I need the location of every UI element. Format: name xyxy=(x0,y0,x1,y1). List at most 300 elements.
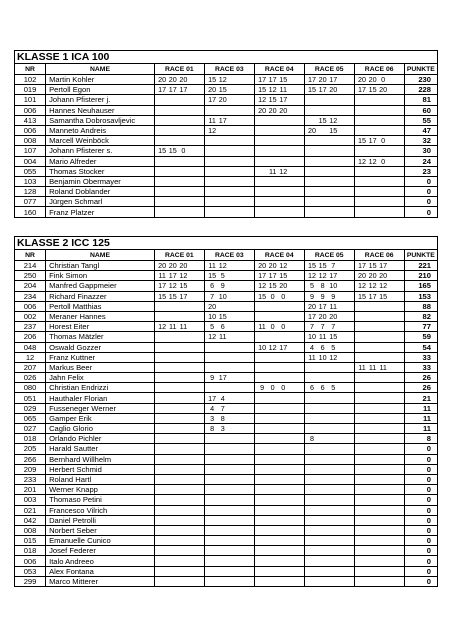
race-result xyxy=(304,576,354,586)
race-result xyxy=(204,464,254,474)
heat-score: 12 xyxy=(329,115,338,125)
rider-name: Emanuelle Cunico xyxy=(46,536,155,546)
heat-score: 11 xyxy=(318,332,327,342)
results-table xyxy=(14,63,438,218)
heat-score: 15 xyxy=(258,291,267,301)
race-result xyxy=(254,311,304,321)
race-result xyxy=(304,197,354,207)
rider-number: 018 xyxy=(15,434,46,444)
heat-score: 5 xyxy=(331,342,336,352)
race-result xyxy=(154,95,204,105)
race-result xyxy=(254,125,304,135)
race-result xyxy=(354,75,404,85)
rider-points: 0 xyxy=(404,536,437,546)
race-result xyxy=(354,311,404,321)
race-result xyxy=(204,156,254,166)
rider-name: Meraner Hannes xyxy=(46,311,155,321)
race-result xyxy=(154,403,204,413)
rider-points: 0 xyxy=(404,464,437,474)
race-result xyxy=(254,176,304,186)
heat-score: 17 xyxy=(168,85,177,95)
table-row xyxy=(15,362,438,372)
heat-score: 15 xyxy=(208,75,217,85)
table-row xyxy=(15,525,438,535)
race-result xyxy=(154,474,204,484)
rider-name: Roland Doblander xyxy=(46,187,155,197)
heat-score: 17 xyxy=(158,281,167,291)
race-result xyxy=(254,115,304,125)
heat-score: 12 xyxy=(168,281,177,291)
rider-points: 21 xyxy=(404,393,437,403)
race-result xyxy=(254,444,304,454)
heat-score: 0 xyxy=(281,322,286,332)
race-result xyxy=(304,505,354,515)
rider-number: 128 xyxy=(15,187,46,197)
rider-name: Manneto Andreis xyxy=(46,125,155,135)
race-result xyxy=(254,515,304,525)
heat-score: 17 xyxy=(208,95,217,105)
race-result xyxy=(254,424,304,434)
race-result xyxy=(254,301,304,311)
race-result xyxy=(154,322,204,332)
table-row xyxy=(15,556,438,566)
race-result xyxy=(254,261,304,271)
rider-number: 004 xyxy=(15,156,46,166)
heat-score: 20 xyxy=(368,75,377,85)
race-result xyxy=(154,207,204,217)
heat-score: 20 xyxy=(168,261,177,271)
race-result xyxy=(304,342,354,352)
heat-score: 11 xyxy=(279,85,287,95)
race-result xyxy=(354,444,404,454)
heat-score: 3 xyxy=(220,424,225,434)
race-result xyxy=(204,515,254,525)
race-result xyxy=(254,197,304,207)
race-result xyxy=(354,176,404,186)
table-row xyxy=(15,115,438,125)
race-result xyxy=(154,166,204,176)
table-row xyxy=(15,403,438,413)
race-result xyxy=(204,424,254,434)
heat-score: 12 xyxy=(218,75,227,85)
heat-score: 17 xyxy=(218,115,227,125)
rider-points: 0 xyxy=(404,187,437,197)
heat-score: 0 xyxy=(270,291,275,301)
table-row xyxy=(15,485,438,495)
rider-points: 82 xyxy=(404,311,437,321)
race-result xyxy=(304,85,354,95)
rider-number: 006 xyxy=(15,556,46,566)
header-race: RACE 04 xyxy=(254,250,304,261)
rider-name: Roland Hartl xyxy=(46,474,155,484)
table-row xyxy=(15,291,438,301)
rider-name: Alex Fontana xyxy=(46,566,155,576)
heat-score: 12 xyxy=(368,281,377,291)
race-result xyxy=(204,546,254,556)
heat-score: 4 xyxy=(310,342,315,352)
race-result xyxy=(354,125,404,135)
heat-score: 20 xyxy=(308,126,317,136)
heat-score: 4 xyxy=(220,393,225,403)
race-result xyxy=(354,485,404,495)
race-result xyxy=(154,424,204,434)
race-result xyxy=(204,556,254,566)
rider-name: Pertoll Egon xyxy=(46,85,155,95)
rider-points: 8 xyxy=(404,434,437,444)
heat-score: 20 xyxy=(279,281,288,291)
table-row xyxy=(15,311,438,321)
rider-name: Benjamin Obermayer xyxy=(46,176,155,186)
race-result xyxy=(204,474,254,484)
heat-score: 20 xyxy=(368,271,377,281)
race-result xyxy=(354,362,404,372)
heat-score: 12 xyxy=(279,166,288,176)
race-result xyxy=(354,424,404,434)
heat-score: 11 xyxy=(308,352,316,362)
race-result xyxy=(204,95,254,105)
race-result xyxy=(154,576,204,586)
heat-score: 15 xyxy=(279,271,288,281)
rider-name: Johann Pfisterer s. xyxy=(46,146,155,156)
race-result xyxy=(154,485,204,495)
race-result xyxy=(304,105,354,115)
race-result xyxy=(354,261,404,271)
table-row xyxy=(15,576,438,586)
heat-score: 20 xyxy=(318,312,327,322)
rider-number: 206 xyxy=(15,332,46,342)
heat-score: 17 xyxy=(258,75,267,85)
rider-name: Marcell Weinböck xyxy=(46,136,155,146)
race-result xyxy=(304,464,354,474)
race-result xyxy=(354,383,404,393)
heat-score: 12 xyxy=(158,322,167,332)
race-result xyxy=(154,271,204,281)
race-result xyxy=(354,105,404,115)
race-result xyxy=(354,352,404,362)
heat-score: 17 xyxy=(179,85,188,95)
rider-number: 160 xyxy=(15,207,46,217)
race-result xyxy=(154,291,204,301)
rider-points: 165 xyxy=(404,281,437,291)
heat-score: 12 xyxy=(268,85,277,95)
race-result xyxy=(304,515,354,525)
heat-score: 11 xyxy=(208,115,216,125)
rider-points: 33 xyxy=(404,362,437,372)
table-row xyxy=(15,413,438,423)
race-result xyxy=(254,136,304,146)
heat-score: 15 xyxy=(368,261,377,271)
header-race: RACE 03 xyxy=(204,64,254,75)
table-row xyxy=(15,566,438,576)
rider-number: 204 xyxy=(15,281,46,291)
header-race: RACE 03 xyxy=(204,250,254,261)
rider-name: Fink Simon xyxy=(46,271,155,281)
heat-score: 17 xyxy=(379,261,388,271)
rider-number: 065 xyxy=(15,413,46,423)
heat-score: 6 xyxy=(320,342,325,352)
header-race: RACE 06 xyxy=(354,64,404,75)
race-result xyxy=(154,352,204,362)
rider-name: Christian Endrizzi xyxy=(46,383,155,393)
heat-score: 12 xyxy=(318,271,327,281)
heat-score: 7 xyxy=(320,322,325,332)
race-result xyxy=(304,424,354,434)
rider-points: 0 xyxy=(404,207,437,217)
rider-name: Norbert Seber xyxy=(46,525,155,535)
heat-score: 15 xyxy=(379,291,388,301)
race-result xyxy=(354,576,404,586)
race-result xyxy=(204,362,254,372)
table-row xyxy=(15,207,438,217)
heat-score: 20 xyxy=(258,261,267,271)
race-result xyxy=(254,373,304,383)
header-points: PUNKTE xyxy=(404,250,437,261)
race-result xyxy=(304,115,354,125)
race-result xyxy=(204,454,254,464)
heat-score: 15 xyxy=(318,261,327,271)
table-row xyxy=(15,85,438,95)
heat-score: 15 xyxy=(357,291,366,301)
results-table xyxy=(14,249,438,587)
rider-points: 0 xyxy=(404,454,437,464)
rider-points: 11 xyxy=(404,413,437,423)
race-result xyxy=(254,362,304,372)
heat-score: 20 xyxy=(329,85,338,95)
rider-points: 30 xyxy=(404,146,437,156)
rider-points: 0 xyxy=(404,485,437,495)
race-result xyxy=(304,95,354,105)
heat-score: 15 xyxy=(168,146,177,156)
race-result xyxy=(304,301,354,311)
rider-points: 47 xyxy=(404,125,437,135)
rider-number: 006 xyxy=(15,105,46,115)
heat-score: 9 xyxy=(220,281,225,291)
rider-name: Manfred Gappmeier xyxy=(46,281,155,291)
rider-points: 32 xyxy=(404,136,437,146)
table-row xyxy=(15,546,438,556)
heat-score: 20 xyxy=(357,271,366,281)
race-result xyxy=(204,166,254,176)
race-result xyxy=(254,271,304,281)
heat-score: 12 xyxy=(368,156,377,166)
race-result xyxy=(254,281,304,291)
heat-score: 11 xyxy=(208,261,216,271)
race-result xyxy=(254,383,304,393)
race-result xyxy=(354,291,404,301)
race-result xyxy=(154,393,204,403)
rider-points: 33 xyxy=(404,352,437,362)
race-result xyxy=(154,311,204,321)
race-result xyxy=(204,383,254,393)
table-row xyxy=(15,536,438,546)
table-row xyxy=(15,197,438,207)
table-row xyxy=(15,373,438,383)
race-result xyxy=(204,75,254,85)
race-result xyxy=(254,536,304,546)
race-result xyxy=(204,352,254,362)
rider-number: 080 xyxy=(15,383,46,393)
heat-score: 12 xyxy=(208,126,217,136)
rider-name: Franz Kuttner xyxy=(46,352,155,362)
race-result xyxy=(304,322,354,332)
race-result xyxy=(354,393,404,403)
race-result xyxy=(354,536,404,546)
heat-score: 15 xyxy=(318,115,327,125)
rider-number: 237 xyxy=(15,322,46,332)
rider-name: Jürgen Schmarl xyxy=(46,197,155,207)
heat-score: 15 xyxy=(208,271,217,281)
heat-score: 5 xyxy=(331,383,336,393)
rider-number: 102 xyxy=(15,75,46,85)
header-race: RACE 01 xyxy=(154,64,204,75)
race-result xyxy=(254,332,304,342)
heat-score: 17 xyxy=(308,312,317,322)
rider-points: 77 xyxy=(404,322,437,332)
rider-points: 55 xyxy=(404,115,437,125)
race-result xyxy=(154,261,204,271)
rider-name: Jahn Felix xyxy=(46,373,155,383)
heat-score: 10 xyxy=(318,352,327,362)
race-result xyxy=(254,393,304,403)
rider-number: 413 xyxy=(15,115,46,125)
race-result xyxy=(154,566,204,576)
rider-number: 266 xyxy=(15,454,46,464)
race-result xyxy=(354,85,404,95)
race-result xyxy=(154,444,204,454)
class-title: KLASSE 1 ICA 100 xyxy=(14,50,438,63)
race-result xyxy=(254,403,304,413)
rider-name: Hauthaler Florian xyxy=(46,393,155,403)
race-result xyxy=(154,125,204,135)
race-result xyxy=(354,197,404,207)
heat-score: 10 xyxy=(218,291,227,301)
heat-score: 12 xyxy=(279,261,288,271)
heat-score: 17 xyxy=(179,291,188,301)
heat-score: 11 xyxy=(158,271,166,281)
heat-score: 4 xyxy=(210,403,215,413)
race-result xyxy=(204,301,254,311)
heat-score: 5 xyxy=(210,322,215,332)
race-result xyxy=(304,291,354,301)
heat-score: 12 xyxy=(329,352,338,362)
race-result xyxy=(204,434,254,444)
rider-points: 11 xyxy=(404,403,437,413)
heat-score: 20 xyxy=(208,301,217,311)
race-result xyxy=(154,546,204,556)
race-result xyxy=(254,105,304,115)
race-result xyxy=(354,464,404,474)
heat-score: 12 xyxy=(218,261,227,271)
race-result xyxy=(304,373,354,383)
race-result xyxy=(304,166,354,176)
heat-score: 20 xyxy=(168,75,177,85)
rider-points: 26 xyxy=(404,373,437,383)
race-result xyxy=(354,403,404,413)
race-result xyxy=(154,105,204,115)
race-result xyxy=(254,434,304,444)
rider-number: 107 xyxy=(15,146,46,156)
rider-name: Oswald Gozzer xyxy=(46,342,155,352)
race-result xyxy=(304,271,354,281)
heat-score: 8 xyxy=(310,434,315,444)
race-result xyxy=(154,556,204,566)
header-race: RACE 05 xyxy=(304,64,354,75)
rider-name: Markus Beer xyxy=(46,362,155,372)
heat-score: 17 xyxy=(279,95,288,105)
rider-number: 233 xyxy=(15,474,46,484)
race-result xyxy=(204,393,254,403)
race-result xyxy=(154,536,204,546)
header-nr: NR xyxy=(15,250,46,261)
race-result xyxy=(154,332,204,342)
race-result xyxy=(354,495,404,505)
race-result xyxy=(354,281,404,291)
rider-name: Franz Platzer xyxy=(46,207,155,217)
heat-score: 8 xyxy=(220,413,225,423)
heat-score: 20 xyxy=(218,95,227,105)
race-result xyxy=(204,536,254,546)
race-result xyxy=(204,444,254,454)
rider-number: 006 xyxy=(15,125,46,135)
heat-score: 10 xyxy=(329,281,338,291)
race-result xyxy=(254,485,304,495)
race-result xyxy=(354,322,404,332)
rider-number: 250 xyxy=(15,271,46,281)
rider-number: 209 xyxy=(15,464,46,474)
race-result xyxy=(354,207,404,217)
heat-score: 20 xyxy=(379,271,388,281)
race-result xyxy=(354,474,404,484)
rider-points: 88 xyxy=(404,301,437,311)
race-result xyxy=(154,301,204,311)
heat-score: 8 xyxy=(210,424,215,434)
rider-number: 003 xyxy=(15,495,46,505)
heat-score: 7 xyxy=(310,322,315,332)
rider-points: 0 xyxy=(404,576,437,586)
race-result xyxy=(204,332,254,342)
rider-name: Hannes Neuhauser xyxy=(46,105,155,115)
table-row xyxy=(15,342,438,352)
race-result xyxy=(204,176,254,186)
heat-score: 9 xyxy=(331,291,336,301)
heat-score: 11 xyxy=(368,362,377,372)
race-result xyxy=(304,176,354,186)
race-result xyxy=(154,454,204,464)
race-result xyxy=(254,464,304,474)
heat-score: 0 xyxy=(381,156,386,166)
rider-number: 103 xyxy=(15,176,46,186)
table-row xyxy=(15,105,438,115)
race-result xyxy=(154,515,204,525)
race-result xyxy=(154,413,204,423)
rider-number: 019 xyxy=(15,85,46,95)
heat-score: 9 xyxy=(320,291,325,301)
race-result xyxy=(204,136,254,146)
rider-name: Orlando Pichler xyxy=(46,434,155,444)
heat-score: 17 xyxy=(368,136,377,146)
race-result xyxy=(154,505,204,515)
rider-name: Pertoll Matthias xyxy=(46,301,155,311)
rider-number: 207 xyxy=(15,362,46,372)
table-row xyxy=(15,166,438,176)
race-result xyxy=(304,474,354,484)
heat-score: 11 xyxy=(258,322,266,332)
heat-score: 17 xyxy=(329,271,338,281)
heat-score: 12 xyxy=(179,271,188,281)
race-result xyxy=(304,332,354,342)
race-result xyxy=(204,207,254,217)
heat-score: 6 xyxy=(210,281,215,291)
